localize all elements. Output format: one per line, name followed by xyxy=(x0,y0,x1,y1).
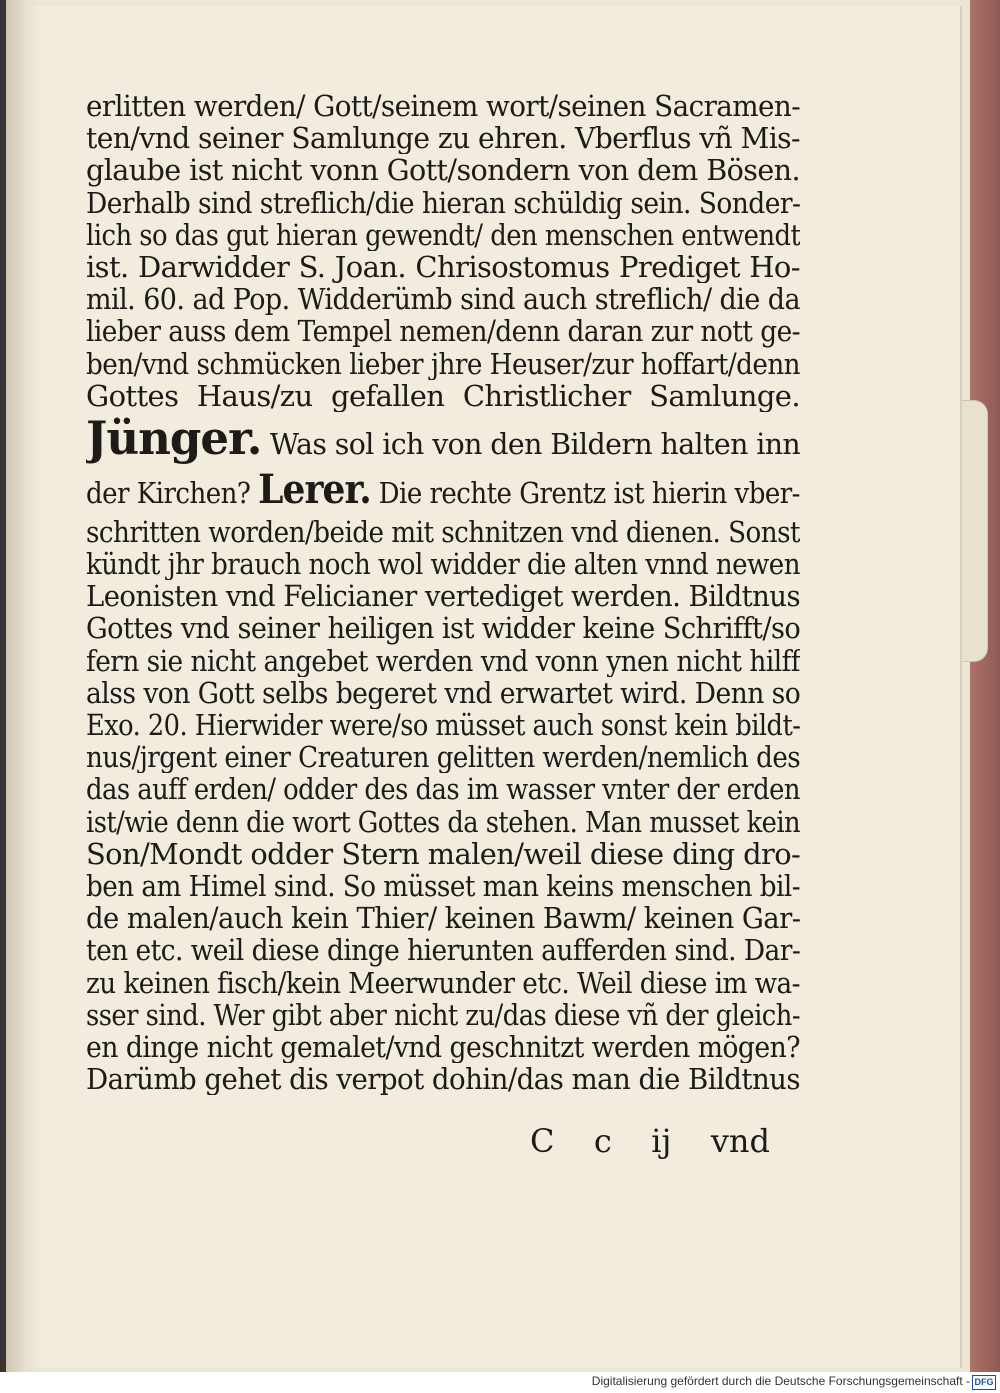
question-speaker: Jünger. xyxy=(86,411,262,464)
answer-speaker: Lerer. xyxy=(258,465,371,513)
text-line: ist/wie denn die wort Gottes da stehen. Man musset kein xyxy=(86,805,801,838)
answer-line xyxy=(86,464,800,516)
text-line: erlitten werden/ Gott/seinem wort/seinen Sacramen- xyxy=(86,90,801,123)
question-line xyxy=(86,412,800,464)
text-line: alss von Gott selbs begeret vnd erwartet wird. Denn so xyxy=(86,676,801,709)
text-line: ist. Darwidder S. Joan. Chrisostomus Prediget Ho- xyxy=(86,250,800,284)
text-line: kündt jhr brauch noch wol widder die alten vnnd newen xyxy=(86,548,800,581)
text-line: Son/Mondt odder Stern malen/weil diese ding dro- xyxy=(86,837,800,870)
question-text: Was sol ich von den Bildern halten inn xyxy=(269,426,800,461)
text-line: Darümb gehet dis verpot dohin/das man die Bildtnus xyxy=(86,1063,801,1096)
text-line: glaube ist nicht vonn Gott/sondern von dem Bösen. xyxy=(86,154,801,187)
signature-mark: C xyxy=(530,1122,555,1160)
text-line: lich so das gut hieran gewendt/ den menschen entwendt xyxy=(86,218,800,251)
dfg-logo-icon: DFG xyxy=(972,1375,996,1390)
text-line: Exo. 20. Hierwider were/so müsset auch sonst kein bildt- xyxy=(86,709,801,742)
text-line: zu keinen fisch/kein Meerwunder etc. Weil diese im wa- xyxy=(86,966,800,999)
text-line: ben am Himel sind. So müsset man keins menschen bil- xyxy=(86,869,800,903)
text-line: en dinge nicht gemalet/vnd geschnitzt werden mögen? xyxy=(86,1030,800,1064)
page-text xyxy=(86,90,800,1095)
page-gutter xyxy=(6,0,40,1372)
text-line: ten/vnd seiner Samlunge zu ehren. Vberflus vñ Mis- xyxy=(86,122,800,155)
text-line: mil. 60. ad Pop. Widderümb sind auch streflich/ die da xyxy=(86,283,801,316)
text-line: schritten worden/beide mit schnitzen vnd dienen. Sonst xyxy=(86,515,801,549)
footer-credit: Digitalisierung gefördert durch die Deutsche Forschungsgemeinschaft - xyxy=(591,1374,970,1388)
text-line: Derhalb sind streflich/die hieran schüldig sein. Sonder- xyxy=(86,186,800,219)
book-cover-edge xyxy=(965,0,1000,1372)
text-line: de malen/auch kein Thier/ keinen Bawm/ keinen Gar- xyxy=(86,902,800,935)
text-line: Gottes vnd seiner heiligen ist widder keine Schrifft/so xyxy=(86,612,800,645)
text-line: Leonisten vnd Felicianer vertediget werden. Bildtnus xyxy=(86,580,800,613)
text-line: lieber auss dem Tempel nemen/denn daran zur nott ge- xyxy=(86,315,800,348)
text-line: das auff erden/ odder des das im wasser vnter der erden xyxy=(86,773,801,806)
signature-mark: c xyxy=(593,1122,612,1160)
catchword: vnd xyxy=(710,1122,770,1160)
signature-catchword xyxy=(530,1122,770,1162)
text-line: Gottes Haus/zu gefallen Christlicher Samlunge. xyxy=(86,379,800,412)
text-line: fern sie nicht angebet werden vnd vonn ynen nicht hilff xyxy=(86,644,801,677)
text-line: ben/vnd schmücken lieber jhre Heuser/zur hoffart/denn xyxy=(86,347,801,380)
text-line: nus/jrgent einer Creaturen gelitten werden/nemlich des xyxy=(86,741,800,774)
answer-text: Die rechte Grentz ist hierin vber- xyxy=(378,475,800,510)
text-line: sser sind. Wer gibt aber nicht zu/das diese vñ der gleich- xyxy=(86,998,801,1031)
signature-mark: ij xyxy=(651,1122,672,1160)
question-text-cont: der Kirchen? xyxy=(86,475,251,510)
text-line: ten etc. weil diese dinge hierunten aufferden sind. Dar- xyxy=(86,934,801,967)
